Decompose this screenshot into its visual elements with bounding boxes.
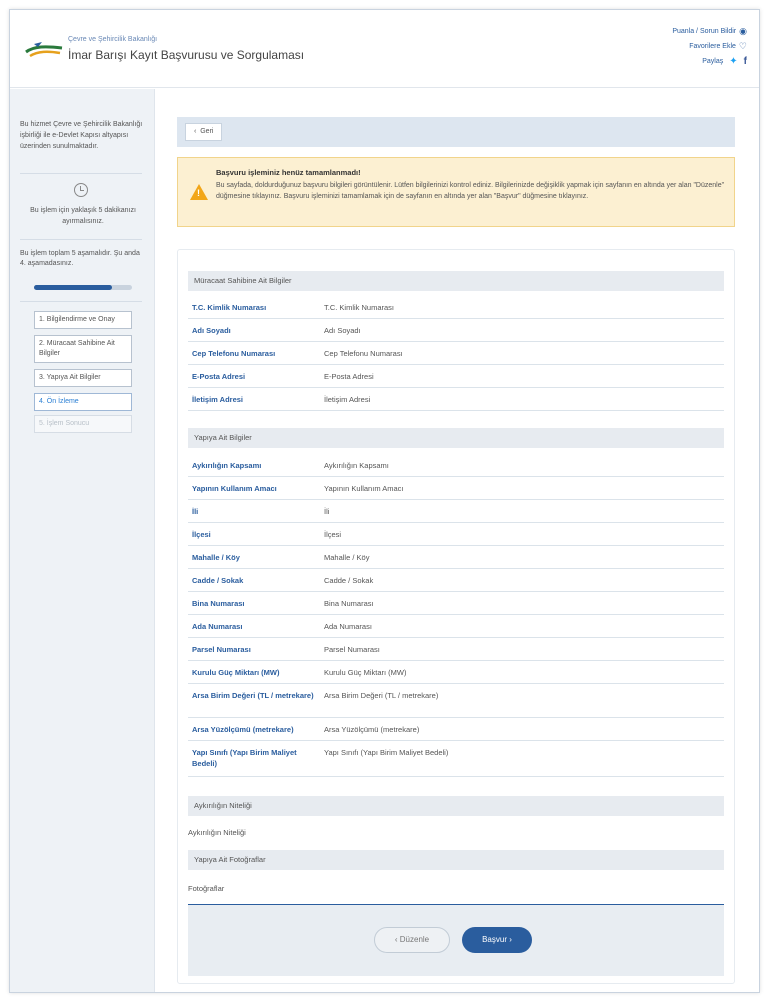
field-label: Yapının Kullanım Amacı xyxy=(192,484,277,493)
field-label: Kurulu Güç Miktarı (MW) xyxy=(192,668,280,677)
rate-link[interactable]: Puanla / Sorun Bildir xyxy=(672,28,737,35)
time-note: Bu işlem için yaklaşık 5 dakikanızı ayırmalısınız. xyxy=(30,207,136,225)
step-5: 5. İşlem Sonucu xyxy=(34,415,132,433)
share-link[interactable]: Paylaş xyxy=(702,58,724,65)
step-2[interactable]: 2. Müracaat Sahibine Ait Bilgiler xyxy=(34,335,132,363)
warning-alert xyxy=(177,157,735,227)
field-value: Yapının Kullanım Amacı xyxy=(324,484,404,493)
field-value: Adı Soyadı xyxy=(324,326,361,335)
warning-icon: ! xyxy=(190,184,208,200)
back-bar xyxy=(177,117,735,147)
table-row xyxy=(188,741,724,777)
field-label: İli xyxy=(192,507,199,516)
step-1[interactable]: 1. Bilgilendirme ve Onay xyxy=(34,311,132,329)
table-row xyxy=(188,718,724,741)
table-row xyxy=(188,615,724,638)
step-4: 4. Ön İzleme xyxy=(34,393,132,411)
section-photos-header: Yapıya Ait Fotoğraflar xyxy=(188,850,724,870)
table-row xyxy=(188,569,724,592)
field-value: Ada Numarası xyxy=(324,622,372,631)
table-row xyxy=(188,523,724,546)
field-label: T.C. Kimlik Numarası xyxy=(192,303,267,312)
field-value: Mahalle / Köy xyxy=(324,553,370,562)
field-label: İletişim Adresi xyxy=(192,395,243,404)
field-label: Arsa Yüzölçümü (metrekare) xyxy=(192,725,294,734)
chevron-right-icon: › xyxy=(509,935,512,944)
table-row xyxy=(188,388,724,411)
action-bar xyxy=(188,904,724,976)
clock-icon xyxy=(74,183,88,197)
field-value: Aykırılığın Kapsamı xyxy=(324,461,389,470)
field-label: Arsa Birim Değeri (TL / metrekare) xyxy=(192,691,314,700)
edit-button[interactable] xyxy=(374,927,450,953)
section-applicant-header: Müracaat Sahibine Ait Bilgiler xyxy=(188,271,724,291)
field-value: İli xyxy=(324,507,330,516)
facebook-icon[interactable]: f xyxy=(743,56,747,67)
sidebar xyxy=(10,89,155,992)
field-label: Aykırılığın Kapsamı xyxy=(192,461,262,470)
back-label: Geri xyxy=(200,128,214,135)
header-links xyxy=(672,24,747,69)
chevron-left-icon: ‹ xyxy=(194,128,197,135)
summary-card xyxy=(177,249,735,984)
chevron-left-icon: ‹ xyxy=(394,935,398,944)
field-label: Bina Numarası xyxy=(192,599,245,608)
field-value: T.C. Kimlik Numarası xyxy=(324,303,395,312)
ministry-name: Çevre ve Şehircilik Bakanlığı xyxy=(68,36,158,43)
field-label: Yapı Sınıfı (Yapı Birim Maliyet Bedeli) xyxy=(192,748,297,768)
edit-label: Düzenle xyxy=(399,935,430,944)
alert-title: Başvuru işleminiz henüz tamamlanmadı! xyxy=(216,168,361,177)
field-label: Mahalle / Köy xyxy=(192,553,240,562)
apply-button[interactable] xyxy=(462,927,532,953)
progress-bar xyxy=(34,285,132,290)
table-row xyxy=(188,684,724,718)
steps-info: Bu işlem toplam 5 aşamalıdır. Şu anda 4. aşamadasınız. xyxy=(20,250,140,267)
heart-icon: ♡ xyxy=(738,41,747,51)
table-row xyxy=(188,546,724,569)
section-violation-header: Aykırılığın Niteliği xyxy=(188,796,724,816)
page-title: İmar Barışı Kayıt Başvurusu ve Sorgulaması xyxy=(68,48,305,62)
field-value: E-Posta Adresi xyxy=(324,372,374,381)
table-row xyxy=(188,365,724,388)
section-building-header: Yapıya Ait Bilgiler xyxy=(188,428,724,448)
twitter-icon[interactable]: ✦ xyxy=(729,56,738,67)
field-value: Cadde / Sokak xyxy=(324,576,374,585)
field-value: Kurulu Güç Miktarı (MW) xyxy=(324,668,407,677)
back-button[interactable] xyxy=(185,123,222,141)
table-row xyxy=(188,319,724,342)
divider xyxy=(20,301,142,302)
progress-fill xyxy=(34,285,112,290)
table-row xyxy=(188,500,724,523)
ministry-logo xyxy=(24,36,64,62)
step-3[interactable]: 3. Yapıya Ait Bilgiler xyxy=(34,369,132,387)
divider xyxy=(20,239,142,240)
table-row xyxy=(188,342,724,365)
field-value: Arsa Birim Değeri (TL / metrekare) xyxy=(324,691,439,700)
table-row xyxy=(188,477,724,500)
chat-icon: ◉ xyxy=(739,26,747,36)
table-row xyxy=(188,454,724,477)
field-label: E-Posta Adresi xyxy=(192,372,246,381)
field-value: Parsel Numarası xyxy=(324,645,380,654)
divider xyxy=(20,173,142,174)
field-label: Ada Numarası xyxy=(192,622,243,631)
field-value: Cep Telefonu Numarası xyxy=(324,349,403,358)
photos-value: Fotoğraflar xyxy=(188,884,225,893)
field-value: Arsa Yüzölçümü (metrekare) xyxy=(324,725,420,734)
table-row xyxy=(188,638,724,661)
page-frame xyxy=(9,9,760,993)
main-content xyxy=(167,89,751,992)
field-label: Cadde / Sokak xyxy=(192,576,244,585)
violation-value: Aykırılığın Niteliği xyxy=(188,828,246,837)
field-value: Bina Numarası xyxy=(324,599,374,608)
apply-label: Başvur xyxy=(482,935,507,944)
table-row xyxy=(188,592,724,615)
field-value: Yapı Sınıfı (Yapı Birim Maliyet Bedeli) xyxy=(324,748,449,757)
alert-text: Bu sayfada, doldurduğunuz başvuru bilgileri görüntülenir. Lütfen bilgilerinizi kontrol ediniz. Bilgilerinizde değişiklik yapmak için sayfanın en altında yer alan "Düzenle" düğmesine tıklayınız. Başvuru işleminizi tamamlamak için de sayfanın en altında yer alan "Başvur" düğmesine tıklayınız. xyxy=(216,182,725,200)
field-value: İlçesi xyxy=(324,530,342,539)
field-value: İletişim Adresi xyxy=(324,395,371,404)
field-label: Adı Soyadı xyxy=(192,326,231,335)
field-label: Cep Telefonu Numarası xyxy=(192,349,276,358)
table-row xyxy=(188,661,724,684)
field-label: Parsel Numarası xyxy=(192,645,251,654)
favorite-link[interactable]: Favorilere Ekle xyxy=(689,43,736,50)
field-label: İlçesi xyxy=(192,530,211,539)
table-row xyxy=(188,296,724,319)
service-info: Bu hizmet Çevre ve Şehircilik Bakanlığı işbirliği ile e-Devlet Kapısı altyapısı üzerinden sunulmaktadır. xyxy=(20,121,143,150)
header xyxy=(10,10,759,88)
